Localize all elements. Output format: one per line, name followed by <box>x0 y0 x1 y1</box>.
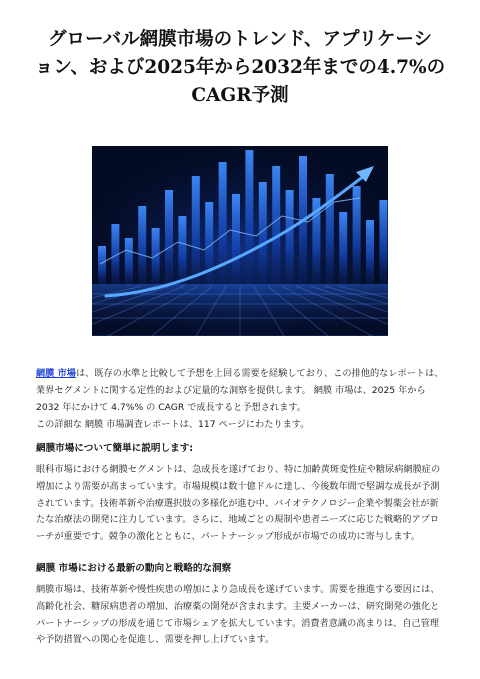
section1-body: 眼科市場における網膜セグメントは、急成長を遂げており、特に加齢黄斑変性症や糖尿病網膜症の増加により需要が高まっています。市場規模は数十億ドルに達し、今後数年間で堅調な成長が予測されています。技術革新や治療選択肢の多様化が進む中、バイオテクノロジー企業や製薬会社が新たな治療法の開発に注力しています。さらに、地域ごとの規制や患者ニーズに応じた戦略的アプローチが重要です。競争の激化とともに、パートナーシップ形成が市場での成功に寄与します。 <box>36 464 441 543</box>
title-line-3: CAGR予測 <box>191 85 289 106</box>
section1-heading: 網膜市場について簡単に説明します: <box>36 443 194 454</box>
title-line-1: グローバル網膜市場のトレンド、アプリケーシ <box>48 29 432 50</box>
decorative-bar <box>286 190 294 286</box>
decorative-bar <box>245 150 253 286</box>
decorative-bar <box>98 246 106 286</box>
decorative-bar <box>125 238 133 286</box>
intro-paragraph <box>36 366 444 416</box>
decorative-bar <box>138 206 146 286</box>
market-link[interactable]: 網膜 市場 <box>36 368 76 379</box>
decorative-bar <box>192 176 200 286</box>
hero-chart-image <box>92 146 388 336</box>
decorative-bar <box>366 220 374 286</box>
decorative-bar <box>326 174 334 286</box>
decorative-bar <box>178 216 186 286</box>
growth-graphic <box>92 146 388 336</box>
decorative-bar <box>272 166 280 286</box>
report-pages-text: この詳細な 網膜 市場調査レポートは、117 ページにわたります。 <box>36 419 310 430</box>
decorative-bar <box>379 200 387 286</box>
section2-heading: 網膜 市場における最新の動向と戦略的な洞察 <box>36 563 232 574</box>
decorative-bar <box>259 182 267 286</box>
article-title <box>24 26 456 110</box>
intro-text: は、既存の水準と比較して予想を上回る需要を経験しており、この排他的なレポートは、業界セグメントに関する定性的および定量的な洞察を提供します。 網膜 市場は、2025 年から 2032 年にかけて 4.7%% の CAGR で成長すると予想されます。 <box>36 368 444 413</box>
title-line-2: ョン、および2025年から2032年までの4.7%の <box>34 57 446 78</box>
decorative-bar <box>353 186 361 286</box>
decorative-bar <box>339 212 347 286</box>
decorative-bar <box>111 224 119 286</box>
decorative-bar <box>232 194 240 286</box>
section2-body: 網膜市場は、技術革新や慢性疾患の増加により急成長を遂げています。需要を推進する要因には、高齢化社会、糖尿病患者の増加、治療薬の開発が含まれます。主要メーカーは、研究開発の強化とパートナーシップの形成を通じて市場シェアを拡大しています。消費者意識の高まりは、自己管理や予防措置への関心を促進し、需要を押し上げています。 <box>36 584 440 646</box>
decorative-bar <box>165 190 173 286</box>
